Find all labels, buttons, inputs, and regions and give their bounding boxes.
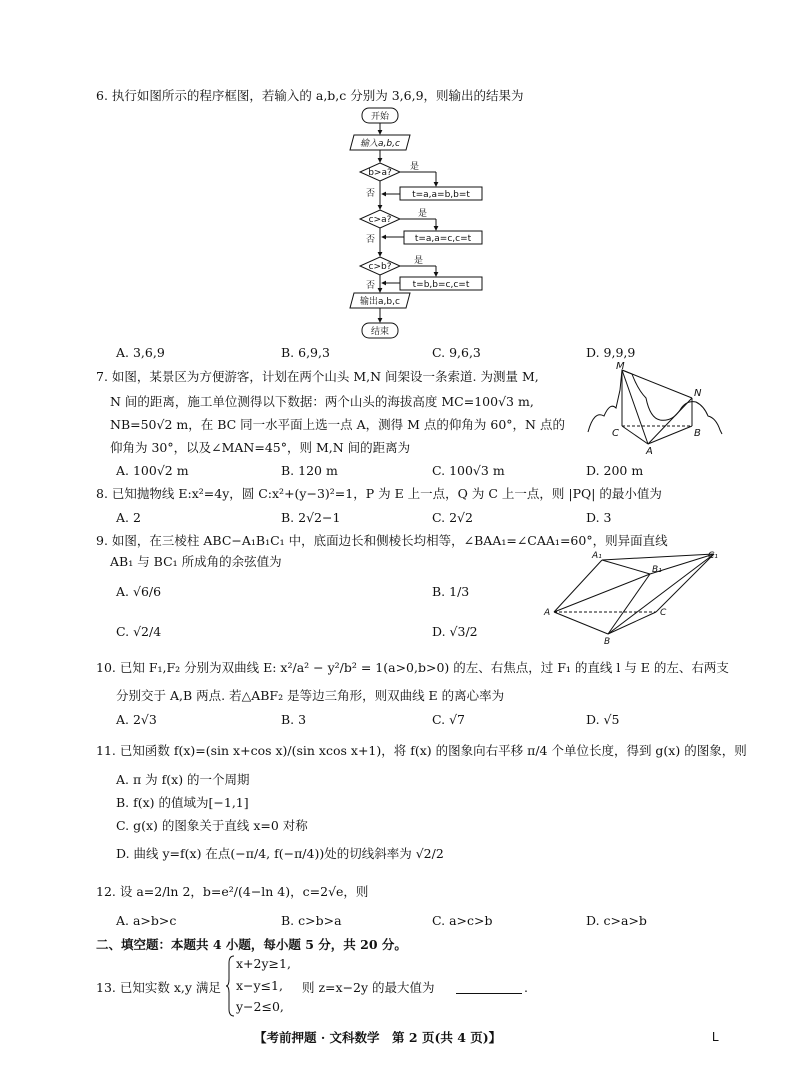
q7-line-4: 仰角为 30°，以及∠MAN=45°，则 M,N 间的距离为 (110, 440, 411, 455)
q11-option-a: A. π 为 f(x) 的一个周期 (116, 772, 250, 787)
q6-option-c: C. 9,6,3 (432, 345, 481, 360)
q7-option-b: B. 120 m (281, 463, 338, 478)
fc-input-label: 输入a,b,c (360, 139, 400, 149)
q12-stem: 12. 设 a=2/ln 2，b=e²/(4−ln 4)，c=2√e，则 (96, 884, 369, 899)
q9-option-b: B. 1/3 (432, 584, 470, 599)
q13-case-3: y−2≤0, (236, 999, 284, 1014)
q8-option-b: B. 2√2−1 (281, 510, 341, 525)
q7-option-d: D. 200 m (586, 463, 644, 478)
q7-figure (586, 360, 726, 456)
q7-line-2: N 间的距离，施工单位测得以下数据：两个山头的海拔高度 MC=100√3 m, (110, 394, 534, 409)
q10-line-2: 分别交于 A,B 两点. 若△ABF₂ 是等边三角形，则双曲线 E 的离心率为 (116, 688, 505, 703)
q9-label-a: A (544, 608, 551, 618)
q7-label-b: B (694, 428, 701, 439)
q9-label-a1: A₁ (592, 551, 602, 561)
fc-p2-label: t=a,a=c,c=t (414, 234, 472, 244)
q9-option-d: D. √3/2 (432, 624, 478, 639)
page-footer: 【考前押题 · 文科数学 第 2 页(共 4 页)】 (254, 1030, 502, 1045)
q7-option-c: C. 100√3 m (432, 463, 505, 478)
section-2-heading: 二、填空题：本题共 4 小题，每小题 5 分，共 20 分。 (96, 937, 407, 952)
fc-output-label: 输出a,b,c (360, 297, 400, 307)
q9-line-2: AB₁ 与 BC₁ 所成角的余弦值为 (110, 554, 282, 569)
fc-p1-label: t=a,a=b,b=t (412, 190, 470, 200)
fc-d1-yes: 是 (410, 162, 420, 172)
q10-option-b: B. 3 (281, 712, 307, 727)
q6-option-b: B. 6,9,3 (281, 345, 330, 360)
q13-answer-blank[interactable] (456, 993, 522, 994)
q8-option-c: C. 2√2 (432, 510, 473, 525)
fc-d3-yes: 是 (414, 256, 424, 266)
q6-option-a: A. 3,6,9 (116, 345, 165, 360)
fc-d1-label: b>a? (368, 168, 392, 178)
q11-option-d: D. 曲线 y=f(x) 在点(−π/4, f(−π/4))处的切线斜率为 √2/2 (116, 846, 444, 861)
q8-option-d: D. 3 (586, 510, 612, 525)
q13-suffix: 则 z=x−2y 的最大值为 (302, 980, 435, 995)
q9-figure (542, 548, 728, 646)
q11-option-c: C. g(x) 的图象关于直线 x=0 对称 (116, 818, 308, 833)
q7-option-a: A. 100√2 m (116, 463, 189, 478)
q12-option-c: C. a>c>b (432, 913, 493, 928)
q10-option-c: C. √7 (432, 712, 465, 727)
q10-option-d: D. √5 (586, 712, 620, 727)
q9-label-b1: B₁ (652, 565, 662, 575)
q12-option-a: A. a>b>c (116, 913, 177, 928)
fc-start-label: 开始 (370, 112, 390, 122)
fc-d1-no: 否 (366, 189, 376, 199)
fc-end-label: 结束 (370, 327, 390, 337)
fc-d3-no: 否 (366, 281, 376, 291)
q12-option-d: D. c>a>b (586, 913, 647, 928)
q9-option-c: C. √2/4 (116, 624, 162, 639)
q6-flowchart (340, 106, 490, 342)
fc-d3-label: c>b? (368, 262, 392, 272)
q8-stem: 8. 已知抛物线 E:x²=4y，圆 C:x²+(y−3)²=1，P 为 E 上一点，Q 为 C 上一点，则 |PQ| 的最小值为 (96, 486, 662, 501)
q7-label-m: M (616, 361, 625, 372)
q9-label-c: C (660, 608, 667, 618)
fc-p3-label: t=b,b=c,c=t (412, 280, 470, 290)
fc-d2-yes: 是 (418, 209, 428, 219)
q8-option-a: A. 2 (116, 510, 141, 525)
q13-prefix: 13. 已知实数 x,y 满足 (96, 980, 221, 995)
fc-d2-label: c>a? (368, 215, 392, 225)
q13-case-2: x−y≤1, (236, 978, 283, 993)
q12-option-b: B. c>b>a (281, 913, 342, 928)
q13-brace (225, 955, 235, 1017)
q9-label-b: B (604, 637, 611, 646)
q7-label-a: A (646, 446, 653, 456)
q6-stem: 6. 执行如图所示的程序框图，若输入的 a,b,c 分别为 3,6,9，则输出的结果为 (96, 88, 524, 103)
q7-label-c: C (612, 428, 619, 439)
q11-option-b: B. f(x) 的值域为[−1,1] (116, 795, 249, 810)
q9-option-a: A. √6/6 (116, 584, 162, 599)
q10-line-1: 10. 已知 F₁,F₂ 分别为双曲线 E: x²/a² − y²/b² = 1(a>0,b>0) 的左、右焦点，过 F₁ 的直线 l 与 E 的左、右两支 (96, 660, 729, 675)
q7-label-n: N (694, 388, 702, 399)
q13-case-1: x+2y≥1, (236, 956, 291, 971)
q13-end: . (524, 980, 528, 995)
q6-option-d: D. 9,9,9 (586, 345, 636, 360)
q9-line-1: 9. 如图，在三棱柱 ABC−A₁B₁C₁ 中，底面边长和侧棱长均相等，∠BAA₁=∠CAA₁=60°，则异面直线 (96, 533, 668, 548)
q9-label-c1: C₁ (708, 551, 718, 561)
corner-mark: L (712, 1030, 719, 1044)
q10-option-a: A. 2√3 (116, 712, 157, 727)
fc-d2-no: 否 (366, 235, 376, 245)
q7-line-1: 7. 如图，某景区为方便游客，计划在两个山头 M,N 间架设一条索道. 为测量 M, (96, 369, 539, 384)
q11-stem: 11. 已知函数 f(x)=(sin x+cos x)/(sin xcos x+1)，将 f(x) 的图象向右平移 π/4 个单位长度，得到 g(x) 的图象，则 (96, 743, 747, 758)
q7-line-3: NB=50√2 m，在 BC 同一水平面上选一点 A，测得 M 点的仰角为 60°，N 点的 (110, 417, 565, 432)
